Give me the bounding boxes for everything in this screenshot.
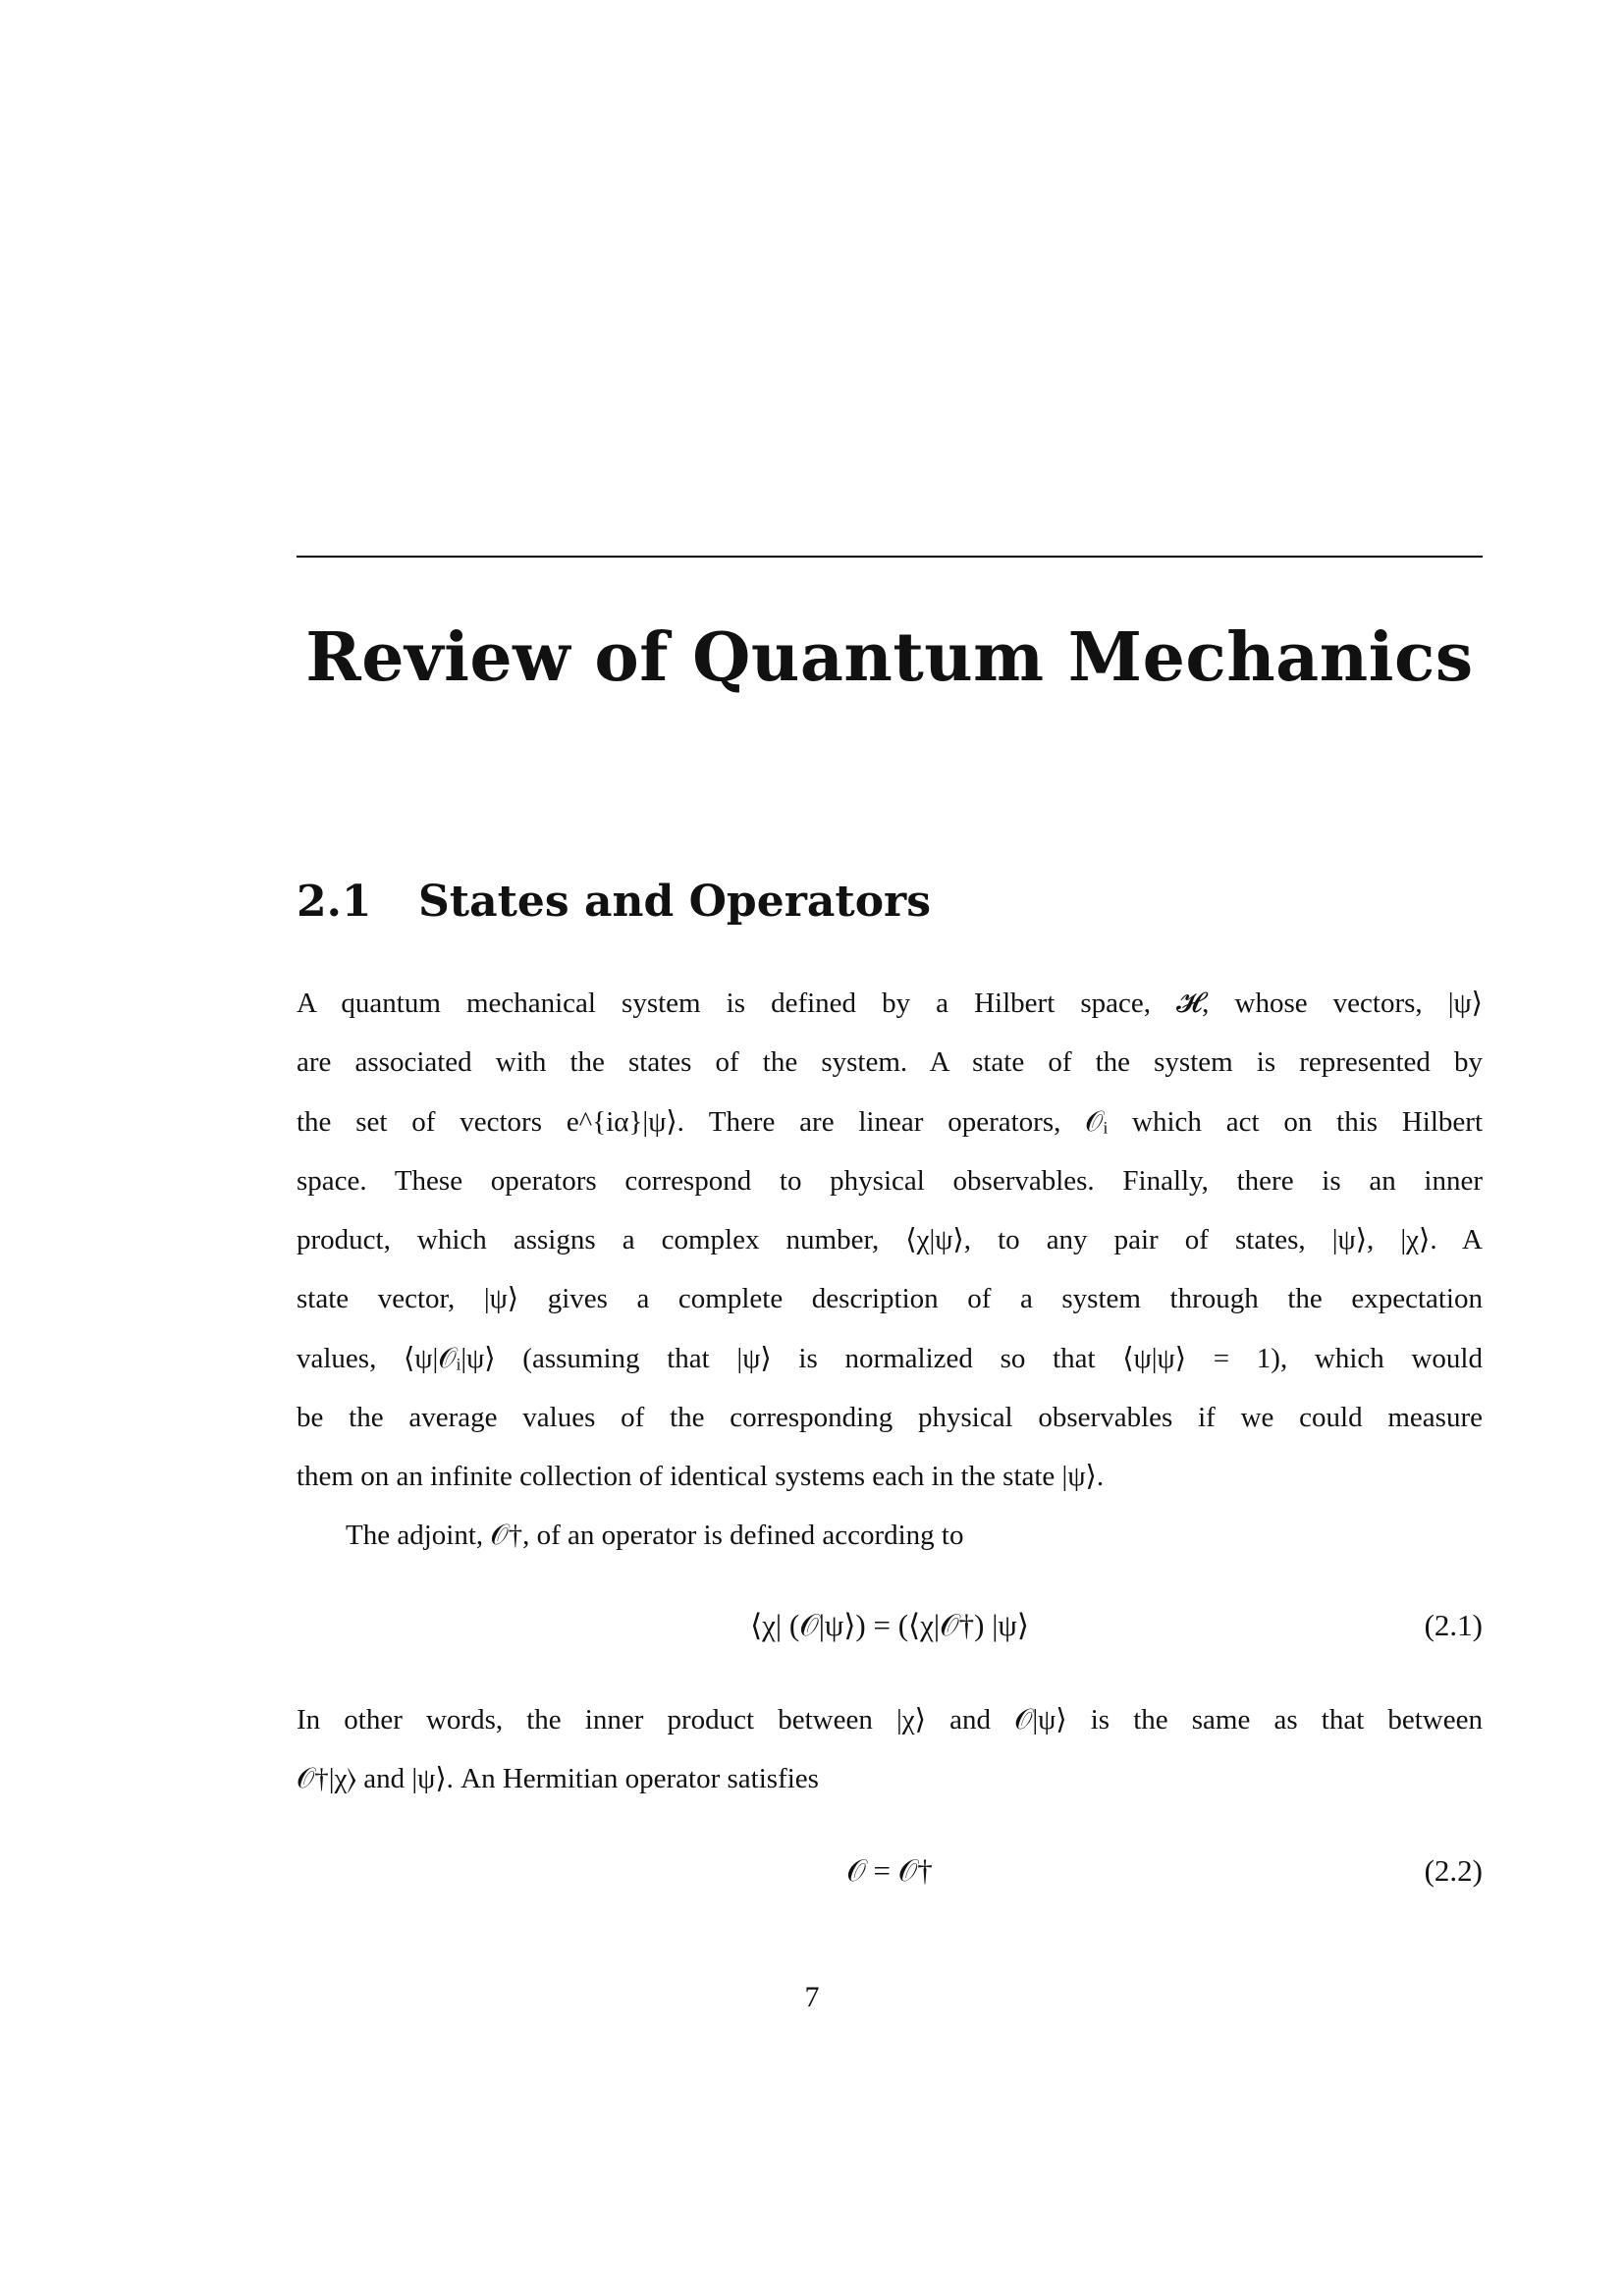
text-line: them on an infinite collection of identical systems each in the state |ψ⟩. xyxy=(297,1461,1105,1493)
equation-number: (2.1) xyxy=(1424,1608,1483,1642)
paragraph-3 xyxy=(297,1690,1483,1809)
page-number: 7 xyxy=(804,1981,820,2013)
text-line: are associated with the states of the system. A state of the system is represented by xyxy=(297,1046,1483,1079)
text-line: In other words, the inner product between |χ⟩ and 𝒪|ψ⟩ is the same as that between xyxy=(297,1704,1483,1735)
chapter-rule xyxy=(297,556,1483,558)
text-line: product, which assigns a complex number, ⟨χ|ψ⟩, to any pair of states, |ψ⟩, |χ⟩. A xyxy=(297,1224,1483,1256)
chapter-title: Review of Quantum Mechanics xyxy=(305,618,1474,697)
text-line: state vector, |ψ⟩ gives a complete description of a system through the expectation xyxy=(297,1283,1483,1315)
paragraph-2 xyxy=(297,1506,1483,1565)
text-line: the set of vectors e^{iα}|ψ⟩. There are linear operators, 𝒪ᵢ which act on this Hilbert xyxy=(297,1105,1483,1138)
paragraph-1 xyxy=(297,974,1483,1507)
section-title: States and Operators xyxy=(418,877,932,927)
section-number: 2.1 xyxy=(297,877,372,927)
text-line: values, ⟨ψ|𝒪ᵢ|ψ⟩ (assuming that |ψ⟩ is normalized so that ⟨ψ|ψ⟩ = 1), which would xyxy=(297,1342,1483,1374)
equation-body: 𝒪 = 𝒪† xyxy=(846,1853,933,1888)
text-line: 𝒪†|χ⟩ and |ψ⟩. An Hermitian operator satisfies xyxy=(297,1763,819,1795)
section-heading xyxy=(297,877,931,927)
text-line: be the average values of the corresponding physical observables if we could measure xyxy=(297,1402,1483,1434)
text-line: The adjoint, 𝒪†, of an operator is defined according to xyxy=(346,1520,964,1551)
text-line: A quantum mechanical system is defined by a Hilbert space, 𝓗, whose vectors, |ψ⟩ xyxy=(297,988,1483,1019)
equation-number: (2.2) xyxy=(1424,1853,1483,1888)
text-line: space. These operators correspond to physical observables. Finally, there is an inner xyxy=(297,1164,1483,1197)
equation-body: ⟨χ| (𝒪|ψ⟩) = (⟨χ|𝒪†) |ψ⟩ xyxy=(750,1608,1029,1642)
